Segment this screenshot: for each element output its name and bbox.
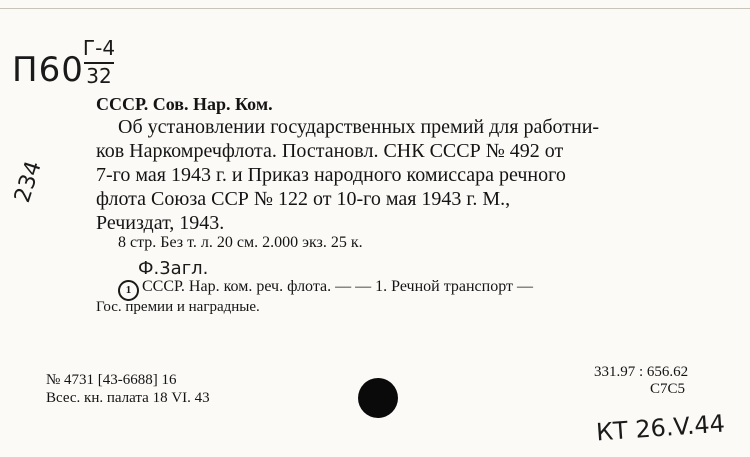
shelfmark-numerator: Г-4 (82, 36, 116, 60)
card-top-edge (0, 8, 750, 9)
collation: 8 стр. Без т. л. 20 см. 2.000 экз. 25 к. (118, 234, 363, 251)
title-line: Об установлении государственных премий для работни- (118, 116, 600, 138)
handwritten-date-note: КТ 26.V.44 (595, 409, 726, 447)
title-line: Речиздат, 1943. (96, 212, 225, 234)
subject-headings-continued: Гос. премии и наградные. (96, 299, 260, 315)
shelfmark-denominator: 32 (86, 64, 112, 88)
book-chamber-stamp: Всес. кн. палата 18 VI. 43 (46, 390, 210, 406)
classification-index: 331.97 : 656.62 (594, 364, 689, 380)
registration-number: № 4731 [43-6688] 16 (46, 372, 177, 388)
shelfmark-prefix: П60 (12, 50, 84, 90)
side-handwritten-number: 234 (10, 158, 47, 206)
subject-headings: СССР. Нар. ком. реч. флота. — — 1. Речной транспорт — (142, 278, 533, 295)
handwritten-subject-note: Ф.3агл. (138, 258, 209, 279)
title-line: ков Наркомречфлота. Постановл. СНК СССР № 492 от (96, 140, 564, 162)
title-line: 7-го мая 1943 г. и Приказ народного комиссара речного (96, 164, 566, 186)
cutter-number: С7С5 (650, 381, 686, 397)
title-line: флота Союза ССР № 122 от 10-го мая 1943 г. М., (96, 188, 511, 210)
punch-hole (358, 378, 398, 418)
subject-circle-marker: 1 (118, 280, 139, 301)
card-heading: СССР. Сов. Нар. Ком. (96, 94, 273, 114)
